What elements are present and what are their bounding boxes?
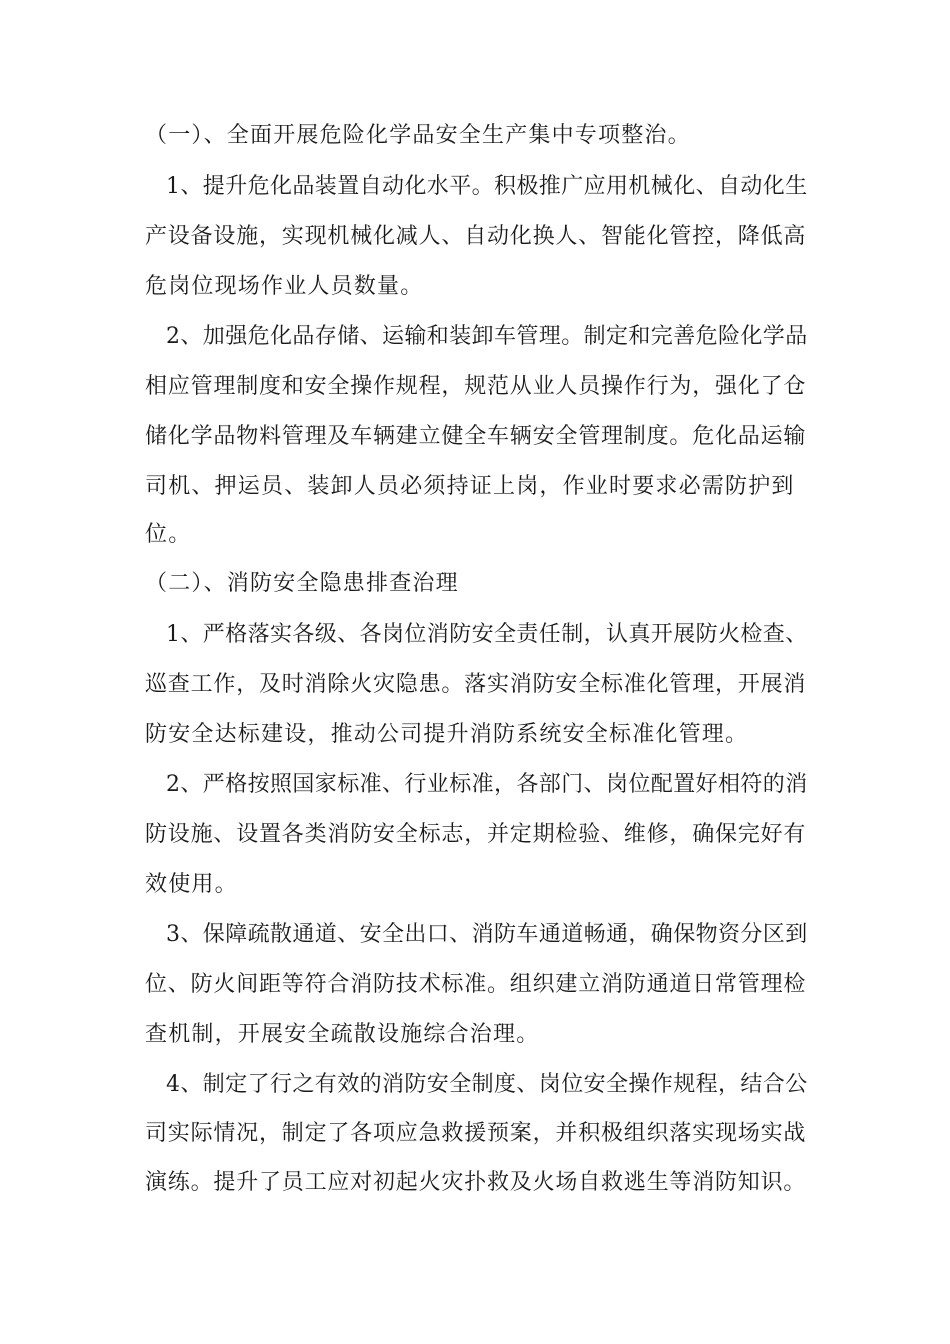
paragraph-line: 4、制定了行之有效的消防安全制度、岗位安全操作规程，结合公: [166, 1072, 808, 1097]
paragraph-line: 防设施、设置各类消防安全标志，并定期检验、维修，确保完好有: [145, 822, 807, 847]
paragraph-line: 查机制，开展安全疏散设施综合治理。: [145, 1022, 540, 1047]
section-heading-1: （一）、全面开展危险化学品安全生产集中专项整治。: [145, 123, 691, 148]
paragraph-line: 巡查工作，及时消除火灾隐患。落实消防安全标准化管理，开展消: [145, 672, 807, 697]
paragraph-line: 司机、押运员、装卸人员必须持证上岗，作业时要求必需防护到: [145, 474, 795, 499]
paragraph-line: 产设备设施，实现机械化减人、自动化换人、智能化管控，降低高: [145, 224, 807, 249]
paragraph-line: 演练。提升了员工应对初起火灾扑救及火场自救逃生等消防知识。: [145, 1170, 807, 1195]
paragraph-line: 防安全达标建设，推动公司提升消防系统安全标准化管理。: [145, 722, 749, 747]
paragraph-line: 相应管理制度和安全操作规程，规范从业人员操作行为，强化了仓: [145, 374, 807, 399]
paragraph-line: 储化学品物料管理及车辆建立健全车辆安全管理制度。危化品运输: [145, 424, 807, 449]
paragraph-line: 1、提升危化品装置自动化水平。积极推广应用机械化、自动化生: [166, 174, 808, 199]
paragraph-line: 司实际情况，制定了各项应急救援预案，并积极组织落实现场实战: [145, 1121, 807, 1146]
paragraph-line: 1、严格落实各级、各岗位消防安全责任制，认真开展防火检查、: [166, 622, 808, 647]
paragraph-line: 位。: [145, 522, 192, 547]
paragraph-line: 危岗位现场作业人员数量。: [145, 274, 424, 299]
paragraph-line: 2、加强危化品存储、运输和装卸车管理。制定和完善危险化学品: [166, 324, 808, 349]
section-heading-2: （二）、消防安全隐患排查治理: [145, 571, 459, 596]
paragraph-line: 2、严格按照国家标准、行业标准，各部门、岗位配置好相符的消: [166, 772, 808, 797]
paragraph-line: 3、保障疏散通道、安全出口、消防车通道畅通，确保物资分区到: [166, 922, 808, 947]
paragraph-line: 位、防火间距等符合消防技术标准。组织建立消防通道日常管理检: [145, 972, 807, 997]
paragraph-line: 效使用。: [145, 872, 238, 897]
